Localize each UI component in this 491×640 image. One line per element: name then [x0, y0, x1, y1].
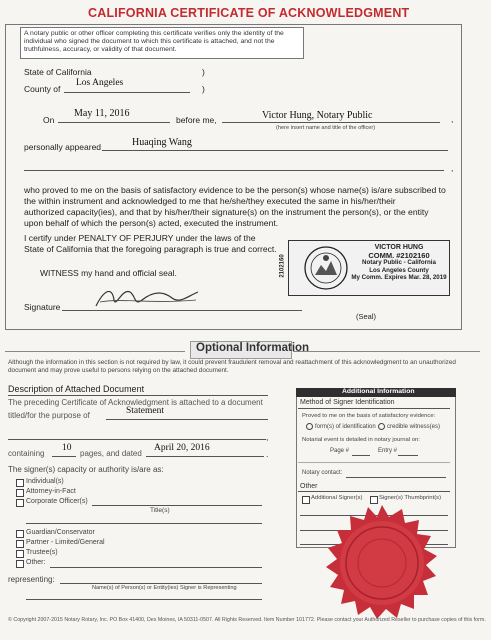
appeared-line	[102, 150, 448, 151]
stamp-line5: My Comm. Expires Mar. 28, 2019	[351, 274, 447, 281]
option-form-id[interactable]	[306, 423, 376, 430]
capacity-option: Trustee(s)	[26, 549, 58, 556]
other-label: Other	[300, 483, 318, 490]
body-line: upon behalf of which the person(s) acted, executed the instrument.	[24, 218, 279, 228]
appeared-comma: ,	[451, 163, 454, 173]
title-caption: Title(s)	[150, 507, 170, 514]
date-line	[58, 122, 170, 123]
entry-label: Entry #	[378, 448, 398, 454]
body-line: authorized capacity(ies), and that by his/her/their signature(s) on the instrument the person(s), or the entity	[24, 207, 429, 217]
representing-caption: Name(s) of Person(s) or Entity(ies) Signer is Representing	[92, 585, 237, 591]
capacity-option: Individual(s)	[26, 478, 64, 485]
opt-signers-label: Additional Signer(s)	[311, 495, 363, 501]
capacity-option: Partner - Limited/General	[26, 539, 105, 546]
contact-line	[346, 477, 446, 478]
titled-line	[106, 419, 268, 420]
signature-scribble	[92, 282, 202, 312]
stamp-line4: Los Angeles County	[369, 266, 429, 274]
desc-heading: Description of Attached Document	[8, 384, 145, 394]
county-label: County of	[24, 84, 61, 94]
capacity-option: Corporate Officer(s)	[26, 498, 88, 505]
capacity-option: Other:	[26, 559, 46, 566]
stamp-name: VICTOR HUNG	[374, 244, 424, 251]
appeared-label: personally appeared	[24, 142, 102, 152]
journal-label: Notarial event is detailed in notary journal on:	[302, 437, 420, 443]
certificate-title: CALIFORNIA CERTIFICATE OF ACKNOWLEDGMENT	[88, 6, 410, 20]
representing-label: representing:	[8, 575, 55, 584]
capacity-option: Guardian/Conservator	[26, 529, 95, 536]
stamp-comm: COMM. #2102160	[368, 250, 430, 260]
page-line	[352, 455, 370, 456]
signature-label: Signature	[24, 302, 61, 312]
corporate-line-2	[26, 523, 262, 524]
perjury-paragraph	[24, 233, 277, 254]
desc-heading-rule	[8, 395, 268, 396]
checkbox-attorney[interactable]	[16, 489, 24, 497]
county-value[interactable]: Los Angeles	[76, 78, 124, 88]
corporate-line	[92, 505, 262, 506]
notary-stamp	[279, 240, 450, 296]
dated-line	[146, 456, 264, 457]
state-seal-icon	[303, 245, 349, 291]
panel-divider	[298, 462, 450, 463]
notary-comma: ,	[451, 114, 454, 124]
notary-line	[222, 122, 440, 123]
body-paragraph	[24, 185, 446, 229]
before-me-label: before me,	[176, 115, 217, 125]
page-label: Page #	[330, 448, 350, 454]
perjury-line: I certify under PENALTY OF PERJURY under the laws of the	[24, 233, 256, 243]
titled-label: titled/for the purpose of	[8, 411, 90, 420]
option-credible[interactable]	[378, 423, 440, 430]
gold-foil-seal-icon	[322, 503, 442, 623]
optional-rule-left	[5, 351, 185, 352]
appeared-value[interactable]: Huaqing Wang	[132, 137, 192, 148]
stamp-line3: Notary Public - California	[362, 259, 436, 266]
pages-line	[52, 456, 76, 457]
state-label: State of California	[24, 67, 92, 77]
radio-icon	[306, 423, 313, 430]
witness-label: WITNESS my hand and official seal.	[40, 268, 177, 278]
footer-copyright: © Copyright 2007-2015 Notary Rotary, Inc. PO Box 41400, Des Moines, IA 50311-0507. All Rights Reserved. Item Number 101772. Please contact your Authorized Reseller to purchase copies of this form.	[8, 617, 486, 623]
radio-icon	[378, 423, 385, 430]
notice-text: A notary public or other officer completing this certificate verifies only the identity of the individual who signed the document to which this certificate is attached, and not the truthfulness, accuracy, or validity of that document.	[24, 30, 284, 53]
stamp-side-number: 2102160	[279, 254, 286, 278]
entry-line	[398, 455, 418, 456]
additional-header: Additional Information	[342, 388, 415, 395]
representing-line	[60, 583, 262, 584]
titled-comma: ,	[266, 432, 269, 442]
date-value[interactable]: May 11, 2016	[74, 108, 130, 119]
checkbox-other[interactable]	[16, 560, 24, 568]
contact-label: Notary contact:	[302, 470, 343, 476]
checkbox-guardian[interactable]	[16, 530, 24, 538]
notary-value[interactable]: Victor Hung, Notary Public	[262, 110, 373, 121]
opt-thumb-label: Signer(s) Thumbprint(s)	[379, 495, 442, 501]
option-credible-label: credible witness(es)	[387, 424, 441, 431]
pages-label: pages, and dated	[80, 449, 142, 458]
appeared-line-2	[24, 170, 444, 171]
optional-note: Although the information in this section is not required by law, it could prevent fraudulent removal and reattachment of this acknowledgment to an unauthorized document and may prove useful to persons relying on the attached document.	[8, 359, 456, 374]
checkbox-partner[interactable]	[16, 540, 24, 548]
pages-value[interactable]: 10	[62, 443, 72, 453]
titled-value[interactable]: Statement	[126, 406, 164, 416]
desc-line1: The preceding Certificate of Acknowledgment is attached to a document	[8, 398, 263, 407]
body-line: the within instrument and acknowledged to me that he/she/they executed the same in his/her/their	[24, 196, 396, 206]
perjury-line: State of California that the foregoing paragraph is true and correct.	[24, 243, 277, 254]
county-line	[64, 92, 190, 93]
optional-rule-right	[293, 351, 480, 352]
checkbox-trustee[interactable]	[16, 550, 24, 558]
method-rule	[298, 408, 450, 409]
titled-line-2	[8, 439, 266, 440]
seal-label: (Seal)	[356, 312, 377, 321]
dated-period: .	[266, 449, 269, 459]
other-line	[50, 567, 262, 568]
capacity-option: Attorney-in-Fact	[26, 488, 76, 495]
county-brace: )	[202, 84, 205, 94]
method-label: Method of Signer Identification	[300, 399, 395, 406]
checkbox-additional-signers[interactable]	[302, 496, 310, 504]
proved-label: Proved to me on the basis of satisfactory evidence:	[302, 413, 436, 419]
optional-title: Optional Information	[196, 342, 310, 354]
on-label: On	[43, 115, 55, 125]
state-brace: )	[202, 67, 205, 77]
checkbox-corporate[interactable]	[16, 499, 24, 507]
dated-value[interactable]: April 20, 2016	[154, 443, 210, 453]
representing-line-2	[26, 599, 262, 600]
capacity-heading: The signer(s) capacity or authority is/are as:	[8, 465, 164, 474]
notary-caption: (here insert name and title of the officer)	[276, 125, 376, 131]
stamp-text	[351, 244, 447, 282]
other-rule	[298, 491, 450, 492]
body-line: who proved to me on the basis of satisfactory evidence to be the person(s) whose name(s) is/are subscribed to	[24, 185, 446, 195]
containing-label: containing	[8, 449, 45, 458]
option-form-label: form(s) of identification	[315, 424, 376, 431]
checkbox-individual[interactable]	[16, 479, 24, 487]
